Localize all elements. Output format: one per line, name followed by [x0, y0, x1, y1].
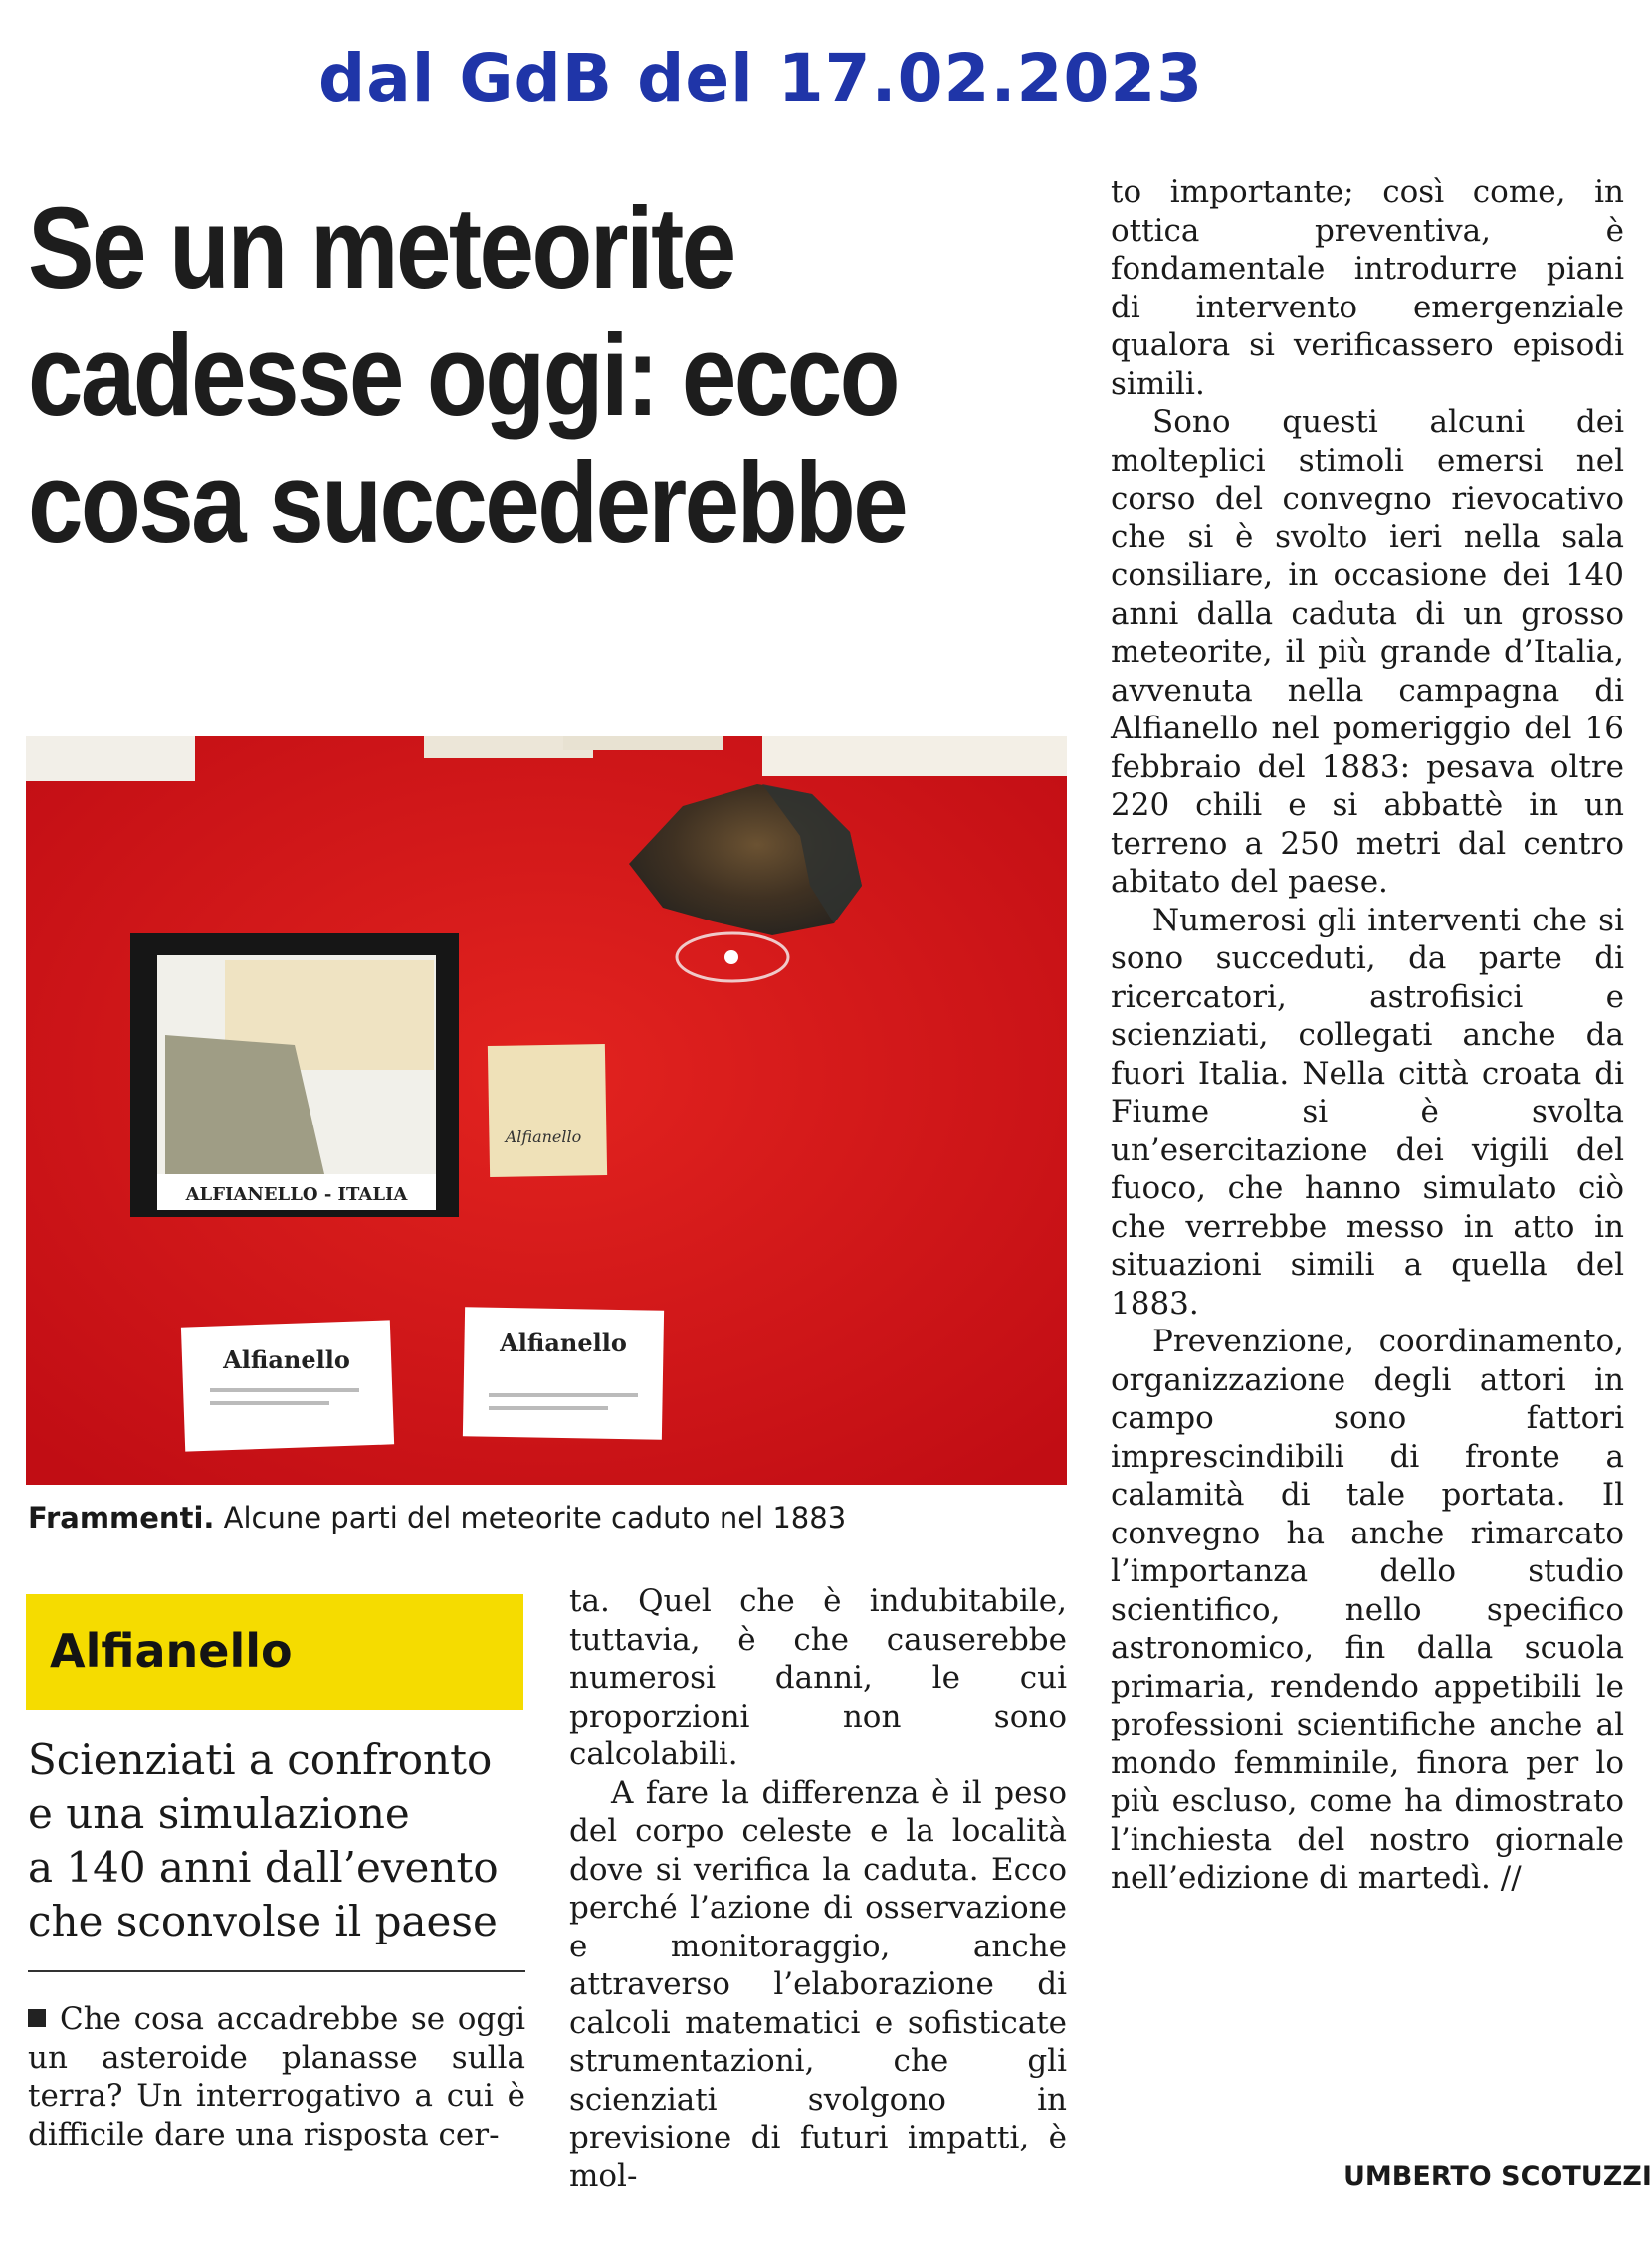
paragraph: A fare la differenza è il peso del corpo celeste e la località dove si verifica la caduta. Ecco perché l’azione di osservazione e monitoraggio, anche attraverso l’elaborazione di calcoli matematici e sofisticate strumentazioni, che gli scienziati svolgono in previsione di futuri impatti, è mol- [569, 1774, 1067, 2194]
card-left-title: Alfianello [223, 1345, 350, 1374]
paragraph: Sono questi alcuni dei molteplici stimoli emersi nel corso del convegno rievocativo che si è svolto ieri nella sala consiliare, in occasione dei 140 anni dalla caduta di un grosso meteorite, il più grande d’Italia, avvenuta nella campagna di Alfianello nel pomeriggio del 16 febbraio del 1883: pesava oltre 220 chili e si abbattè in un terreno a 250 metri dal centro abitato del paese. [1111, 404, 1624, 900]
paragraph: to importante; così come, in ottica preventiva, è fondamentale introdurre piani di intervento emergenziale qualora si verificassero episodi simili. [1111, 174, 1624, 402]
caption-label: Frammenti. [28, 1501, 215, 1534]
paragraph: Prevenzione, coordinamento, organizzazione degli attori in campo sono fattori imprescindibili di fronte a calamità di tale portata. Il convegno ha anche rimarcato l’importanza dello studio scientifico, nello specifico astronomico, fin dalla scuola primaria, rendendo appetibili le professioni scientifiche anche al mondo femminile, finora per lo più escluso, come ha dimostrato l’inchiesta del nostro giornale nell’edizione di martedì. // [1111, 1324, 1624, 1896]
kicker: Alfianello [50, 1624, 293, 1678]
subhead-line-1: Scienziati a confronto [28, 1736, 493, 1784]
byline: UMBERTO SCOTUZZI [1343, 2161, 1652, 2192]
note-right-text: Alfianello [505, 1127, 582, 1146]
article-column-3 [1111, 173, 1624, 1898]
photo-caption [28, 1501, 1067, 1534]
paragraph: Che cosa accadrebbe se oggi un asteroide planasse sulla terra? Un interrogativo a cui è difficile dare una risposta cer- [28, 2001, 525, 2152]
divider [28, 1970, 525, 1972]
card-right-title: Alfianello [500, 1329, 627, 1357]
article-column-1 [28, 2000, 525, 2153]
paragraph: Numerosi gli interventi che si sono succeduti, da parte di ricercatori, astrofisici e scienziati, collegati anche da fuori Italia. Nella città croata di Fiume si è svolta un’esercitazione dei vigili del fuoco, che hanno simulato ciò che verrebbe messo in atto in situazioni simili a quella del 1883. [1111, 902, 1624, 1322]
bullet-icon [28, 2009, 46, 2027]
subhead-line-3: a 140 anni dall’evento [28, 1843, 499, 1892]
meteorite-photo [26, 736, 1067, 1485]
paragraph: ta. Quel che è indubitabile, tuttavia, è che causerebbe numerosi danni, le cui proporzioni non sono calcolabili. [569, 1583, 1067, 1772]
box-label: ALFIANELLO - ITALIA [185, 1184, 408, 1205]
caption-text: Alcune parti del meteorite caduto nel 1883 [214, 1501, 847, 1534]
headline-line-3: cosa succederebbe [28, 438, 907, 567]
article-column-2 [569, 1582, 1067, 2195]
subheadline [28, 1734, 545, 1948]
headline-line-2: cadesse oggi: ecco [28, 310, 898, 440]
source-line: dal GdB del 17.02.2023 [318, 40, 1204, 116]
headline-line-1: Se un meteorite [28, 183, 734, 312]
subhead-line-2: e una simulazione [28, 1789, 410, 1838]
headline [28, 184, 935, 566]
photo-illustration [26, 736, 1067, 1485]
subhead-line-4: che sconvolse il paese [28, 1897, 498, 1945]
